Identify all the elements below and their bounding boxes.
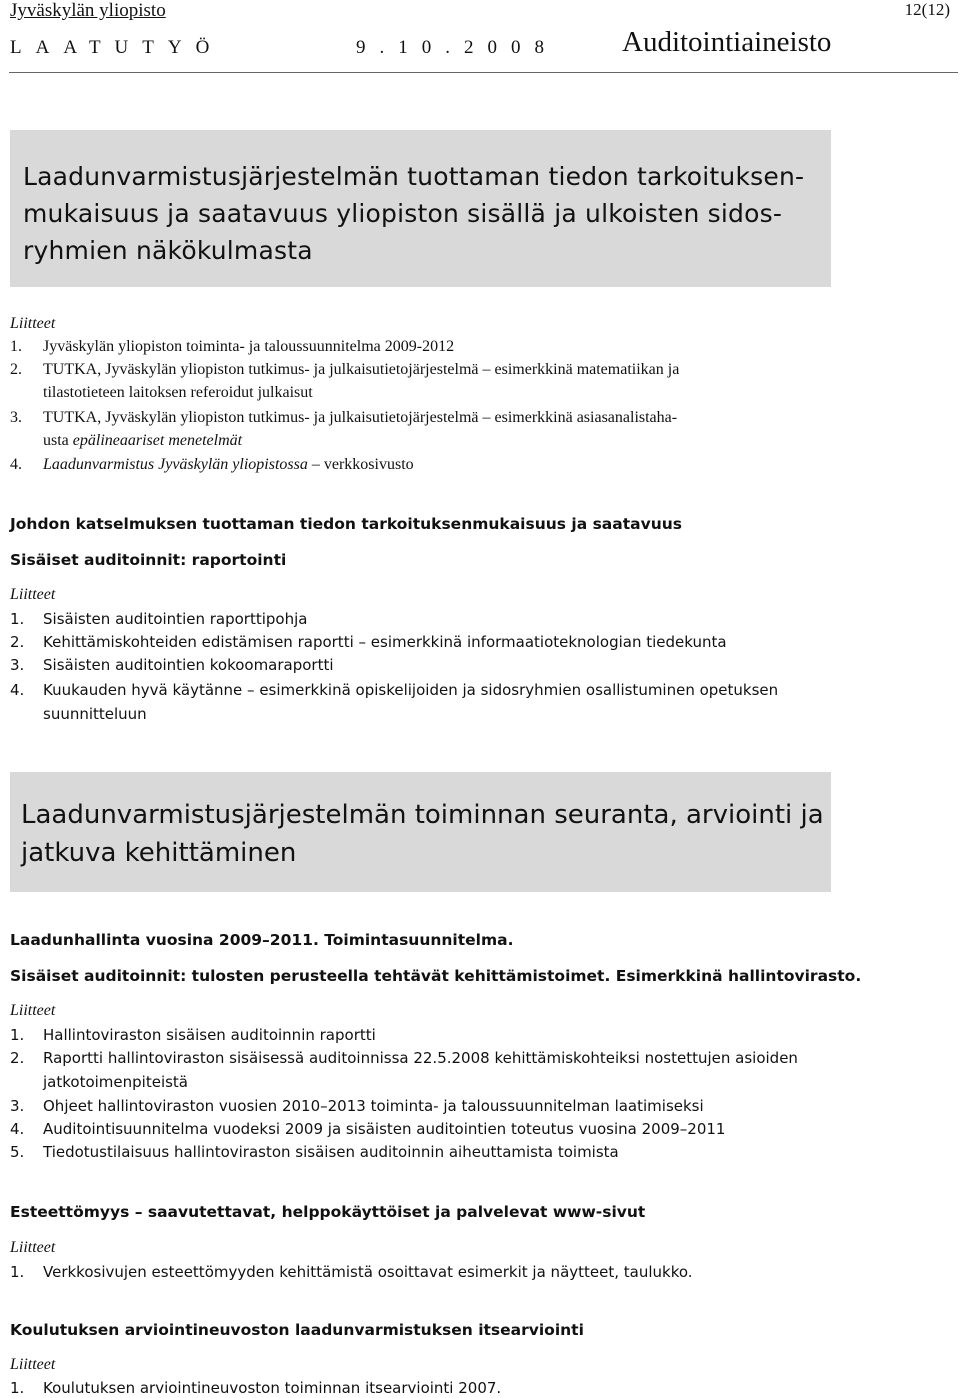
accessibility-heading: Esteettömyys – saavutettavat, helppokäyttöiset ja palvelevat www-sivut bbox=[10, 1203, 646, 1221]
list-item: Ohjeet hallintoviraston vuosien 2010–2013 toiminta- ja taloussuunnitelman laatimiseksi bbox=[43, 1097, 704, 1115]
list-item: TUTKA, Jyväskylän yliopiston tutkimus- ja julkaisutietojärjestelmä – esimerkkinä asiasanalistaha- bbox=[43, 409, 678, 426]
page-number: 12(12) bbox=[904, 0, 950, 19]
section-title-box bbox=[10, 130, 831, 287]
list-item: Jyväskylän yliopiston toiminta- ja taloussuunnitelma 2009-2012 bbox=[43, 338, 455, 355]
list-number: 2. bbox=[10, 361, 22, 378]
list-item: Koulutuksen arviointineuvoston toiminnan itsearviointi 2007. bbox=[43, 1379, 502, 1397]
list-item-continued: tilastotieteen laitoksen referoidut julkaisut bbox=[43, 384, 313, 401]
attachments-label: Liitteet bbox=[10, 586, 56, 603]
list-number: 5. bbox=[10, 1143, 25, 1161]
list-item-continued: jatkotoimenpiteistä bbox=[43, 1073, 188, 1091]
section-title: Laadunvarmistusjärjestelmän toiminnan seuranta, arviointi ja jatkuva kehittäminen bbox=[21, 800, 824, 868]
header-divider bbox=[9, 72, 958, 73]
list-number: 3. bbox=[10, 656, 25, 674]
list-number: 3. bbox=[10, 409, 22, 426]
list-item: Verkkosivujen esteettömyyden kehittämistä osoittavat esimerkit ja näytteet, taulukko. bbox=[43, 1263, 693, 1281]
section-title: Laadunvarmistusjärjestelmän tuottaman tiedon tarkoituksen- mukaisuus ja saatavuus yliopiston sisällä ja ulkoisten sidos- ryhmien näkökulmasta bbox=[23, 162, 805, 265]
review-heading: Johdon katselmuksen tuottaman tiedon tarkoituksenmukaisuus ja saatavuus bbox=[10, 515, 682, 533]
list-item: Sisäisten auditointien raporttipohja bbox=[43, 610, 308, 628]
quality-management-heading: Laadunhallinta vuosina 2009–2011. Toimintasuunnitelma. bbox=[10, 931, 514, 949]
list-item: Auditointisuunnitelma vuodeksi 2009 ja sisäisten auditointien toteutus vuosina 2009–2011 bbox=[43, 1120, 726, 1138]
section-title-box bbox=[10, 772, 831, 892]
header-date: 9.10.2008 bbox=[356, 37, 558, 58]
list-item: Laadunvarmistus Jyväskylän yliopistossa – verkkosivusto bbox=[43, 456, 414, 473]
list-number: 2. bbox=[10, 633, 25, 651]
list-item: Kuukauden hyvä käytänne – esimerkkinä opiskelijoiden ja sidosryhmien osallistuminen opetuksen bbox=[43, 681, 779, 699]
list-item: TUTKA, Jyväskylän yliopiston tutkimus- ja julkaisutietojärjestelmä – esimerkkinä matematiikan ja bbox=[43, 361, 680, 378]
list-number: 4. bbox=[10, 456, 22, 473]
list-number: 4. bbox=[10, 681, 25, 699]
list-item: Hallintoviraston sisäisen auditoinnin raportti bbox=[43, 1026, 376, 1044]
list-item-continued: usta epälineaariset menetelmät bbox=[43, 432, 243, 449]
attachments-label: Liitteet bbox=[10, 1356, 56, 1373]
list-number: 1. bbox=[10, 1026, 25, 1044]
list-item: Raportti hallintoviraston sisäisessä auditoinnissa 22.5.2008 kehittämiskohteiksi nostettujen asioiden bbox=[43, 1049, 798, 1067]
list-number: 1. bbox=[10, 610, 25, 628]
list-number: 3. bbox=[10, 1097, 25, 1115]
list-number: 1. bbox=[10, 1263, 25, 1281]
attachments-label: Liitteet bbox=[10, 315, 56, 332]
list-number: 4. bbox=[10, 1120, 25, 1138]
header-laatutyo: LAATUTYÖ bbox=[10, 37, 224, 58]
list-number: 2. bbox=[10, 1049, 25, 1067]
list-item: Tiedotustilaisuus hallintoviraston sisäisen auditoinnin aiheuttamista toimista bbox=[43, 1143, 619, 1161]
list-number: 1. bbox=[10, 338, 22, 355]
list-item-continued: suunnitteluun bbox=[43, 705, 147, 723]
attachments-label: Liitteet bbox=[10, 1239, 56, 1256]
list-item: Sisäisten auditointien kokoomaraportti bbox=[43, 656, 334, 674]
document-title: Auditointiaineisto bbox=[622, 26, 832, 58]
university-link[interactable]: Jyväskylän yliopisto bbox=[10, 0, 166, 21]
list-number: 1. bbox=[10, 1379, 25, 1397]
attachments-label: Liitteet bbox=[10, 1002, 56, 1019]
list-item: Kehittämiskohteiden edistämisen raportti – esimerkkinä informaatioteknologian tiedekunta bbox=[43, 633, 727, 651]
evaluation-heading: Koulutuksen arviointineuvoston laadunvarmistuksen itsearviointi bbox=[10, 1321, 584, 1339]
internal-audits-heading: Sisäiset auditoinnit: tulosten perusteella tehtävät kehittämistoimet. Esimerkkinä hallintovirasto. bbox=[10, 967, 862, 985]
review-subheading: Sisäiset auditoinnit: raportointi bbox=[10, 551, 287, 569]
